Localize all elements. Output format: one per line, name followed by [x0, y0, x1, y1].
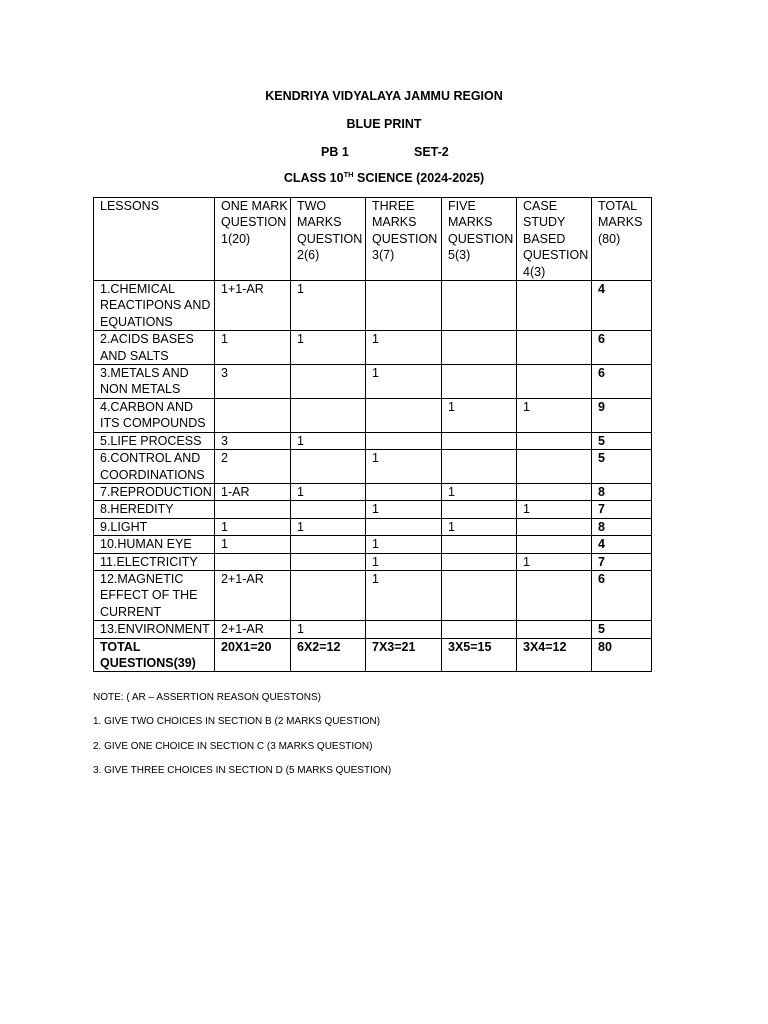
table-cell — [442, 621, 517, 638]
table-cell: 1 — [366, 536, 442, 553]
table-cell: 1 — [366, 570, 442, 620]
table-total-row — [94, 638, 652, 672]
table-row — [94, 570, 652, 620]
table-cell: 1 — [291, 281, 366, 331]
table-cell: 1+1-AR — [215, 281, 291, 331]
table-cell: 4.CARBON AND ITS COMPOUNDS — [94, 398, 215, 432]
table-cell — [442, 536, 517, 553]
table-row — [94, 621, 652, 638]
table-cell: 7.REPRODUCTION — [94, 483, 215, 500]
table-cell: 5 — [592, 432, 652, 449]
table-cell — [291, 450, 366, 484]
table-cell: 1 — [366, 331, 442, 365]
table-cell — [517, 518, 592, 535]
table-cell — [442, 450, 517, 484]
table-cell — [517, 432, 592, 449]
table-row — [94, 501, 652, 518]
table-cell: 6 — [592, 365, 652, 399]
table-cell: 1 — [291, 483, 366, 500]
table-cell: 1 — [291, 432, 366, 449]
table-cell — [366, 518, 442, 535]
table-cell: 80 — [592, 638, 652, 672]
table-cell: 8 — [592, 518, 652, 535]
table-cell: 9.LIGHT — [94, 518, 215, 535]
table-cell — [366, 621, 442, 638]
table-cell: 13.ENVIRONMENT — [94, 621, 215, 638]
class-subject-title — [0, 171, 768, 185]
table-cell — [291, 553, 366, 570]
table-row — [94, 365, 652, 399]
note-line: 3. GIVE THREE CHOICES IN SECTION D (5 MARKS QUESTION) — [93, 765, 392, 776]
table-cell: 1 — [517, 501, 592, 518]
table-cell — [442, 570, 517, 620]
table-cell: 3 — [215, 365, 291, 399]
class-suffix: SCIENCE (2024-2025) — [353, 171, 485, 185]
table-cell — [215, 553, 291, 570]
table-cell: 3 — [215, 432, 291, 449]
table-cell: 1 — [442, 483, 517, 500]
table-cell: 1 — [366, 365, 442, 399]
table-row — [94, 536, 652, 553]
paper-label: PB 1 — [321, 145, 349, 159]
table-cell — [366, 398, 442, 432]
table-cell: 6X2=12 — [291, 638, 366, 672]
table-cell — [517, 483, 592, 500]
table-cell: 1 — [215, 331, 291, 365]
table-cell — [366, 432, 442, 449]
table-cell — [442, 501, 517, 518]
table-cell: 1 — [215, 518, 291, 535]
table-cell: 3X5=15 — [442, 638, 517, 672]
table-cell: 1 — [517, 398, 592, 432]
table-cell: 11.ELECTRICITY — [94, 553, 215, 570]
table-cell: 1 — [291, 331, 366, 365]
blueprint-table — [93, 197, 652, 672]
table-cell — [291, 365, 366, 399]
table-cell — [442, 281, 517, 331]
note-line: 1. GIVE TWO CHOICES IN SECTION B (2 MARKS QUESTION) — [93, 716, 381, 727]
table-cell — [366, 483, 442, 500]
table-cell — [442, 432, 517, 449]
table-cell: TOTAL QUESTIONS(39) — [94, 638, 215, 672]
table-cell: 6 — [592, 570, 652, 620]
table-cell: 20X1=20 — [215, 638, 291, 672]
table-row — [94, 331, 652, 365]
table-cell: LESSONS — [94, 198, 215, 281]
table-cell: 8 — [592, 483, 652, 500]
table-row — [94, 553, 652, 570]
table-cell: 5.LIFE PROCESS — [94, 432, 215, 449]
table-cell: TOTAL MARKS (80) — [592, 198, 652, 281]
table-cell — [517, 536, 592, 553]
table-cell: 12.MAGNETIC EFFECT OF THE CURRENT — [94, 570, 215, 620]
note-line: 2. GIVE ONE CHOICE IN SECTION C (3 MARKS QUESTION) — [93, 741, 373, 752]
table-row — [94, 483, 652, 500]
table-cell — [517, 570, 592, 620]
document-type-title: BLUE PRINT — [346, 117, 422, 131]
table-cell — [291, 501, 366, 518]
table-cell: 3X4=12 — [517, 638, 592, 672]
table-cell: 1-AR — [215, 483, 291, 500]
table-cell: 6 — [592, 331, 652, 365]
table-cell: 1 — [442, 398, 517, 432]
class-prefix: CLASS 10 — [283, 171, 344, 185]
table-cell: 10.HUMAN EYE — [94, 536, 215, 553]
table-cell: THREE MARKS QUESTION 3(7) — [366, 198, 442, 281]
table-cell: 3.METALS AND NON METALS — [94, 365, 215, 399]
class-superscript: TH — [343, 169, 354, 179]
table-row — [94, 432, 652, 449]
table-cell — [442, 331, 517, 365]
table-cell: 9 — [592, 398, 652, 432]
table-cell — [215, 501, 291, 518]
table-cell: 1 — [517, 553, 592, 570]
table-row — [94, 281, 652, 331]
table-cell: 8.HEREDITY — [94, 501, 215, 518]
table-cell: 1 — [366, 501, 442, 518]
table-cell: 2+1-AR — [215, 570, 291, 620]
school-title: KENDRIYA VIDYALAYA JAMMU REGION — [265, 89, 503, 103]
table-cell: 1 — [291, 621, 366, 638]
table-cell: 4 — [592, 536, 652, 553]
table-cell: 1 — [291, 518, 366, 535]
table-cell: 5 — [592, 621, 652, 638]
table-cell: 5 — [592, 450, 652, 484]
table-cell: ONE MARK QUESTION 1(20) — [215, 198, 291, 281]
table-cell: 2 — [215, 450, 291, 484]
table-cell: CASE STUDY BASED QUESTION 4(3) — [517, 198, 592, 281]
table-cell — [442, 553, 517, 570]
table-cell: 1 — [215, 536, 291, 553]
table-cell — [517, 450, 592, 484]
table-row — [94, 398, 652, 432]
table-cell — [215, 398, 291, 432]
table-cell: 1 — [366, 553, 442, 570]
table-header-row — [94, 198, 652, 281]
table-cell — [517, 621, 592, 638]
table-row — [94, 518, 652, 535]
table-cell — [517, 331, 592, 365]
table-cell — [517, 365, 592, 399]
table-cell — [291, 536, 366, 553]
table-cell: 2+1-AR — [215, 621, 291, 638]
table-cell: 7 — [592, 553, 652, 570]
table-cell: 1 — [442, 518, 517, 535]
table-cell: 1.CHEMICAL REACTIPONS AND EQUATIONS — [94, 281, 215, 331]
table-cell — [442, 365, 517, 399]
table-cell — [517, 281, 592, 331]
table-cell: 7X3=21 — [366, 638, 442, 672]
table-cell: FIVE MARKS QUESTION 5(3) — [442, 198, 517, 281]
table-cell — [291, 570, 366, 620]
set-label: SET-2 — [414, 145, 449, 159]
table-cell: 1 — [366, 450, 442, 484]
table-cell: 2.ACIDS BASES AND SALTS — [94, 331, 215, 365]
table-cell: 6.CONTROL AND COORDINATIONS — [94, 450, 215, 484]
table-cell — [291, 398, 366, 432]
table-cell: 4 — [592, 281, 652, 331]
table-cell: TWO MARKS QUESTION 2(6) — [291, 198, 366, 281]
note-line: NOTE: ( AR – ASSERTION REASON QUESTONS) — [93, 692, 322, 703]
table-cell — [366, 281, 442, 331]
table-cell: 7 — [592, 501, 652, 518]
table-row — [94, 450, 652, 484]
